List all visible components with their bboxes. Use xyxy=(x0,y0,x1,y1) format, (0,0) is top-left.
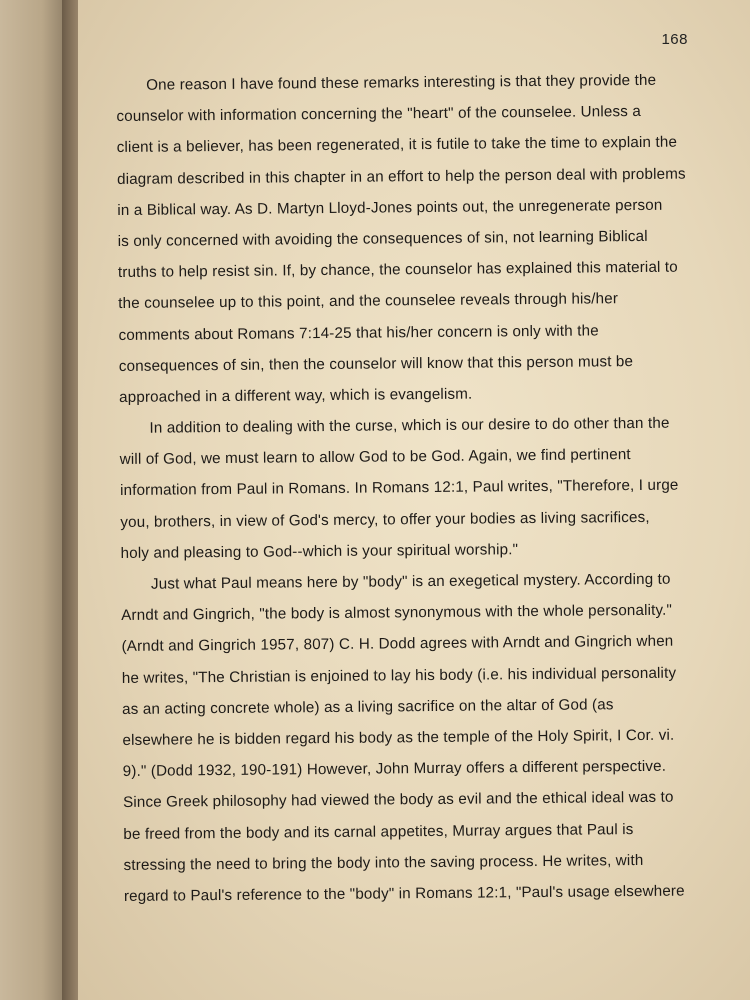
text-line: the counselee up to this point, and the counselee reveals through his/her xyxy=(118,290,619,313)
text-line: client is a believer, has been regenerated, it is futile to take the time to explain the xyxy=(116,133,678,157)
text-line: In addition to dealing with the curse, which is our desire to do other than the xyxy=(149,414,670,437)
text-line: diagram described in this chapter in an effort to help the person deal with problems xyxy=(116,165,686,188)
text-line: Since Greek philosophy had viewed the body as evil and the ethical ideal was to xyxy=(122,788,674,812)
text-line: in a Biblical way. As D. Martyn Lloyd-Jones points out, the unregenerate person xyxy=(117,196,663,219)
page-number: 168 xyxy=(661,31,688,48)
text-line: approached in a different way, which is evangelism. xyxy=(119,385,473,406)
text-line: stressing the need to bring the body into the saving process. He writes, with xyxy=(123,851,644,874)
text-line: elsewhere he is bidden regard his body as the temple of the Holy Spirit, I Cor. vi. xyxy=(122,726,675,749)
text-line: will of God, we must learn to allow God to be God. Again, we find pertinent xyxy=(119,446,631,469)
text-line: as an acting concrete whole) as a living sacrifice on the altar of God (as xyxy=(122,696,614,718)
text-line: regard to Paul's reference to the "body" in Romans 12:1, "Paul's usage elsewhere xyxy=(123,882,685,905)
text-line: comments about Romans 7:14-25 that his/her concern is only with the xyxy=(118,321,599,344)
text-line: is only concerned with avoiding the consequences of sin, not learning Biblical xyxy=(117,227,648,250)
text-line: consequences of sin, then the counselor will know that this person must be xyxy=(118,352,634,375)
body-text xyxy=(116,64,704,912)
text-line: you, brothers, in view of God's mercy, to offer your bodies as living sacrifices, xyxy=(120,508,650,531)
text-line: information from Paul in Romans. In Romans 12:1, Paul writes, "Therefore, I urge xyxy=(119,477,679,500)
book-page xyxy=(78,0,750,1000)
text-line: Arndt and Gingrich, "the body is almost synonymous with the whole personality." xyxy=(121,601,673,625)
text-line: One reason I have found these remarks interesting is that they provide the xyxy=(146,71,657,94)
text-line: 9)." (Dodd 1932, 190-191) However, John Murray offers a different perspective. xyxy=(122,757,667,781)
text-line: truths to help resist sin. If, by chance, the counselor has explained this material to xyxy=(117,258,678,282)
text-line: holy and pleasing to God--which is your spiritual worship." xyxy=(120,540,519,562)
facing-page-edge xyxy=(0,0,70,1000)
text-line: counselor with information concerning the "heart" of the counselee. Unless a xyxy=(116,103,642,126)
text-line: he writes, "The Christian is enjoined to lay his body (i.e. his individual personality xyxy=(121,664,677,687)
text-line: (Arndt and Gingrich 1957, 807) C. H. Dodd agrees with Arndt and Gingrich when xyxy=(121,633,674,656)
text-line: Just what Paul means here by "body" is an exegetical mystery. According to xyxy=(150,570,671,593)
text-line: be freed from the body and its carnal appetites, Murray argues that Paul is xyxy=(123,820,634,843)
